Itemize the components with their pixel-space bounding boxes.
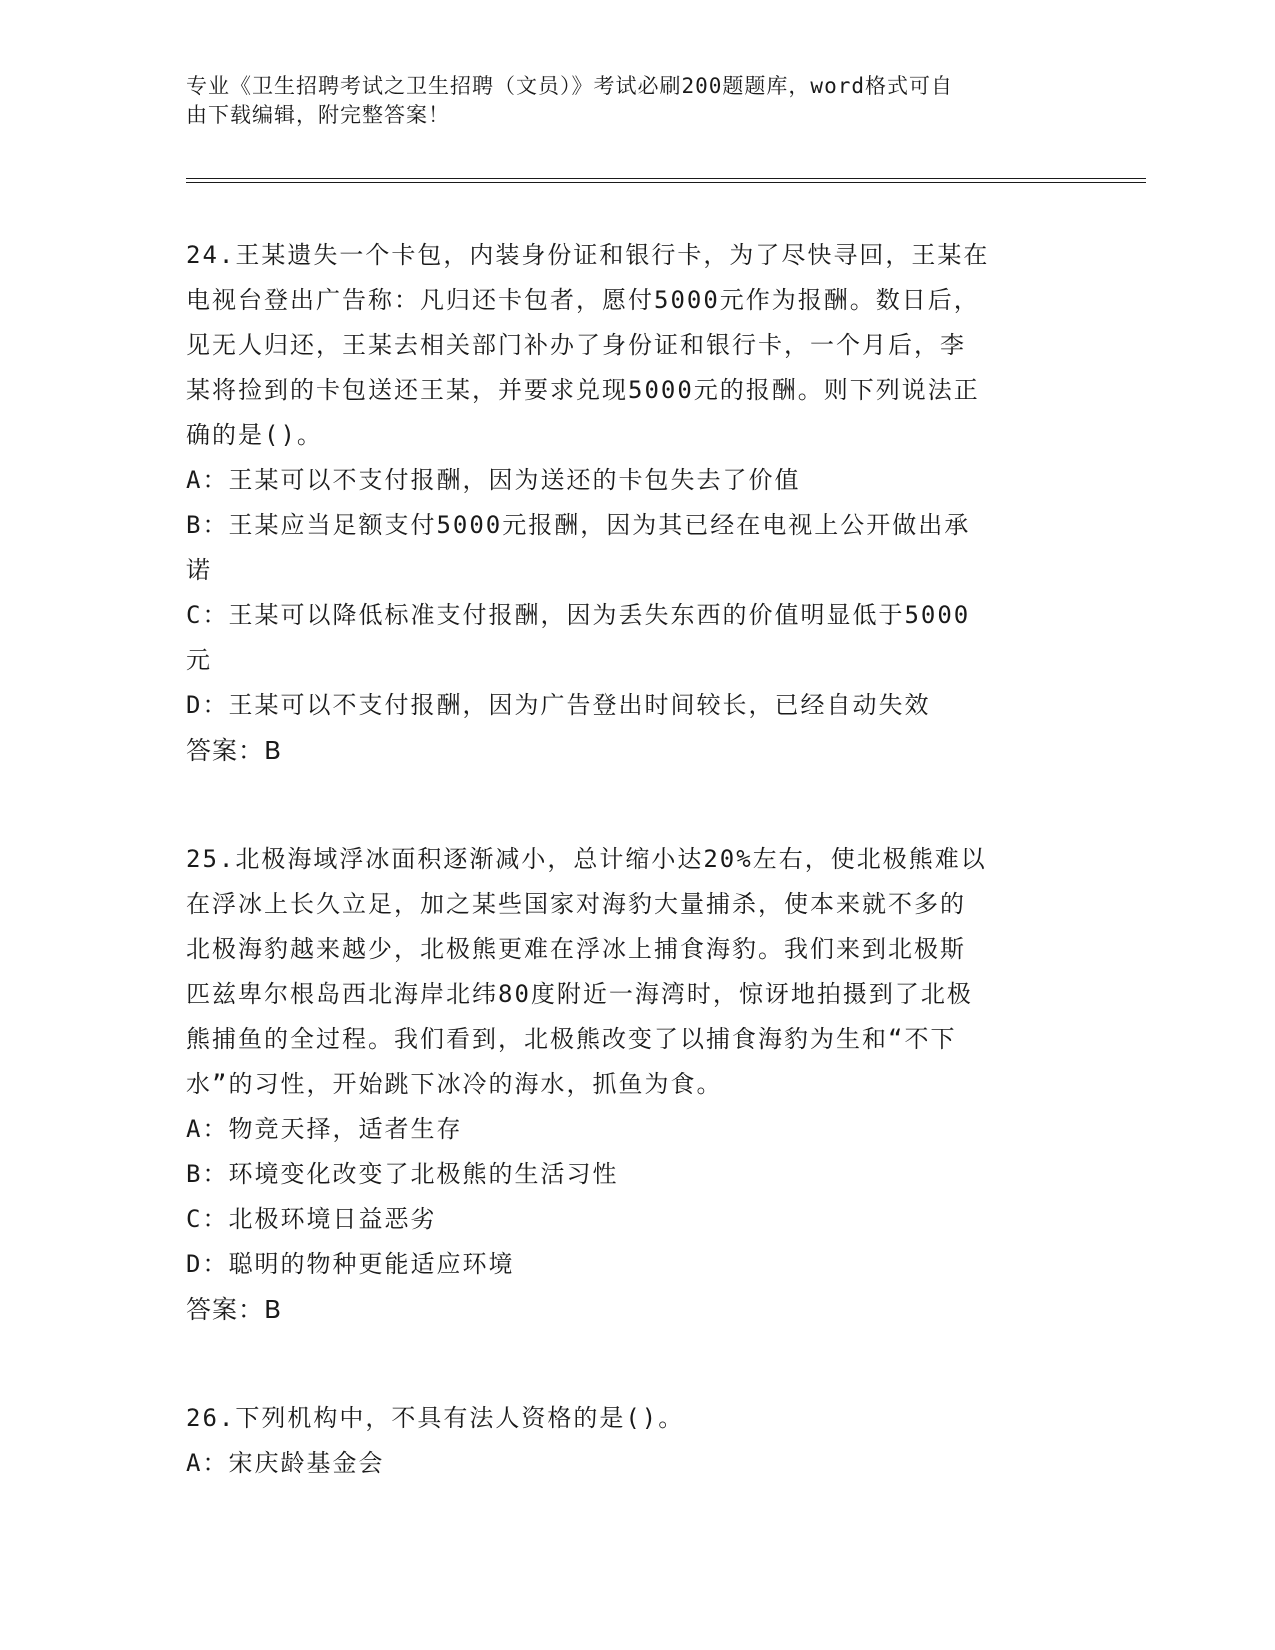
option-line: B：王某应当足额支付5000元报酬，因为其已经在电视上公开做出承 xyxy=(186,511,971,539)
option-line: D：聪明的物种更能适应环境 xyxy=(186,1250,515,1278)
question-stem xyxy=(186,233,1086,458)
stem-line: 26.下列机构中，不具有法人资格的是()。 xyxy=(186,1404,685,1432)
option-line: 元 xyxy=(186,646,212,674)
option-a xyxy=(186,1441,1086,1486)
question-25 xyxy=(186,837,1086,1332)
stem-line: 25.北极海域浮冰面积逐渐减小，总计缩小达20%左右，使北极熊难以 xyxy=(186,845,987,873)
option-a xyxy=(186,458,1086,503)
question-list xyxy=(186,233,1086,1486)
question-stem xyxy=(186,837,1086,1107)
option-line: A：物竞天择，适者生存 xyxy=(186,1115,463,1143)
option-c xyxy=(186,1197,1086,1242)
stem-line: 熊捕鱼的全过程。我们看到，北极熊改变了以捕食海豹为生和“不下 xyxy=(186,1025,957,1053)
question-spacer xyxy=(186,1332,1086,1396)
option-a xyxy=(186,1107,1086,1152)
header-line: 由下载编辑，附完整答案！ xyxy=(186,103,450,127)
option-line: 诺 xyxy=(186,556,212,584)
option-line: B：环境变化改变了北极熊的生活习性 xyxy=(186,1160,619,1188)
stem-line: 某将捡到的卡包送还王某，并要求兑现5000元的报酬。则下列说法正 xyxy=(186,376,980,404)
option-line: C：北极环境日益恶劣 xyxy=(186,1205,437,1233)
stem-line: 水”的习性，开始跳下冰冷的海水，抓鱼为食。 xyxy=(186,1070,723,1098)
option-c xyxy=(186,593,1086,683)
option-b xyxy=(186,1152,1086,1197)
answer-line: 答案：B xyxy=(186,736,283,765)
question-26 xyxy=(186,1396,1086,1486)
answer-line: 答案：B xyxy=(186,1295,283,1324)
stem-line: 24.王某遗失一个卡包，内装身份证和银行卡，为了尽快寻回，王某在 xyxy=(186,241,990,269)
question-stem xyxy=(186,1396,1086,1441)
header-line: 专业《卫生招聘考试之卫生招聘（文员）》考试必刷200题题库，word格式可自 xyxy=(186,74,953,98)
stem-line: 见无人归还，王某去相关部门补办了身份证和银行卡，一个月后，李 xyxy=(186,331,966,359)
option-d xyxy=(186,683,1086,728)
option-line: C：王某可以降低标准支付报酬，因为丢失东西的价值明显低于5000 xyxy=(186,601,971,629)
option-line: D：王某可以不支付报酬，因为广告登出时间较长，已经自动失效 xyxy=(186,691,931,719)
stem-line: 匹兹卑尔根岛西北海岸北纬80度附近一海湾时，惊讶地拍摄到了北极 xyxy=(186,980,973,1008)
header-divider xyxy=(186,182,1146,183)
option-b xyxy=(186,503,1086,593)
question-24 xyxy=(186,233,1086,773)
stem-line: 电视台登出广告称：凡归还卡包者，愿付5000元作为报酬。数日后， xyxy=(186,286,980,314)
option-line: A：宋庆龄基金会 xyxy=(186,1449,385,1477)
header-divider xyxy=(186,178,1146,179)
option-line: A：王某可以不支付报酬，因为送还的卡包失去了价值 xyxy=(186,466,801,494)
stem-line: 在浮冰上长久立足，加之某些国家对海豹大量捕杀，使本来就不多的 xyxy=(186,890,966,918)
option-d xyxy=(186,1242,1086,1287)
document-header xyxy=(186,72,1066,130)
stem-line: 确的是()。 xyxy=(186,421,323,449)
stem-line: 北极海豹越来越少，北极熊更难在浮冰上捕食海豹。我们来到北极斯 xyxy=(186,935,966,963)
question-spacer xyxy=(186,773,1086,837)
